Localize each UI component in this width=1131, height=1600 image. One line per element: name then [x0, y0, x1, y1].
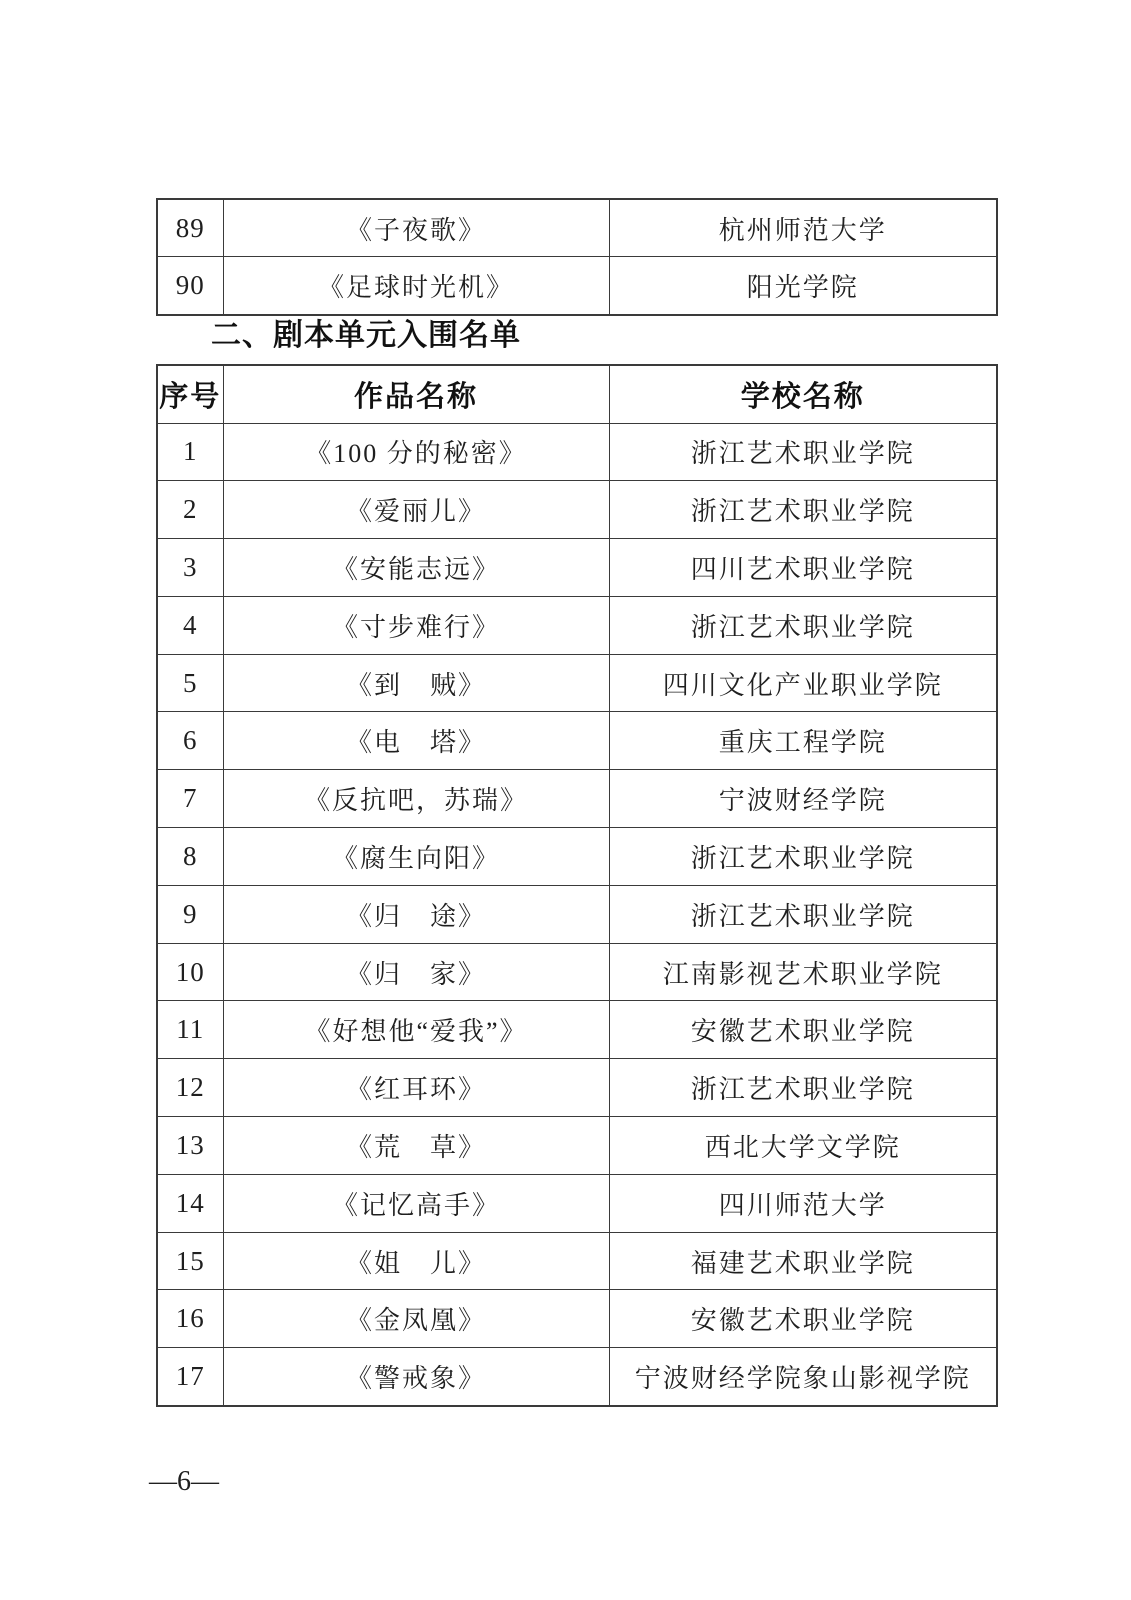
school-name-cell: 安徽艺术职业学院 — [609, 1290, 997, 1348]
row-number-cell: 11 — [157, 1001, 223, 1059]
row-number-cell: 89 — [157, 199, 223, 257]
shortlist-table-body — [157, 423, 997, 1406]
table-row — [157, 943, 997, 1001]
column-header-no: 序号 — [157, 365, 223, 423]
table-row — [157, 1348, 997, 1406]
continued-table-body — [157, 199, 997, 315]
row-number-cell: 1 — [157, 423, 223, 481]
work-title-cell: 《归 途》 — [223, 885, 609, 943]
table-row — [157, 596, 997, 654]
work-title-cell: 《记忆高手》 — [223, 1174, 609, 1232]
work-title-cell: 《姐 儿》 — [223, 1232, 609, 1290]
row-number-cell: 7 — [157, 770, 223, 828]
row-number-cell: 16 — [157, 1290, 223, 1348]
row-number-cell: 2 — [157, 481, 223, 539]
school-name-cell: 安徽艺术职业学院 — [609, 1001, 997, 1059]
school-name-cell: 浙江艺术职业学院 — [609, 481, 997, 539]
table-row — [157, 1059, 997, 1117]
school-name-cell: 福建艺术职业学院 — [609, 1232, 997, 1290]
work-title-cell: 《金凤凰》 — [223, 1290, 609, 1348]
work-title-cell: 《归 家》 — [223, 943, 609, 1001]
table-row — [157, 539, 997, 597]
column-header-school: 学校名称 — [609, 365, 997, 423]
school-name-cell: 宁波财经学院 — [609, 770, 997, 828]
row-number-cell: 9 — [157, 885, 223, 943]
school-name-cell: 四川文化产业职业学院 — [609, 654, 997, 712]
work-title-cell: 《寸步难行》 — [223, 596, 609, 654]
table-row — [157, 423, 997, 481]
work-title-cell: 《反抗吧，苏瑞》 — [223, 770, 609, 828]
work-title-cell: 《腐生向阳》 — [223, 828, 609, 886]
work-title-cell: 《荒 草》 — [223, 1117, 609, 1175]
row-number-cell: 15 — [157, 1232, 223, 1290]
school-name-cell: 浙江艺术职业学院 — [609, 1059, 997, 1117]
row-number-cell: 14 — [157, 1174, 223, 1232]
school-name-cell: 四川艺术职业学院 — [609, 539, 997, 597]
table-row — [157, 1117, 997, 1175]
school-name-cell: 阳光学院 — [609, 257, 997, 315]
table-row — [157, 770, 997, 828]
table-header-row — [157, 365, 997, 423]
table-row — [157, 1232, 997, 1290]
row-number-cell: 6 — [157, 712, 223, 770]
school-name-cell: 四川师范大学 — [609, 1174, 997, 1232]
work-title-cell: 《电 塔》 — [223, 712, 609, 770]
row-number-cell: 90 — [157, 257, 223, 315]
table-row — [157, 1290, 997, 1348]
school-name-cell: 江南影视艺术职业学院 — [609, 943, 997, 1001]
table-row — [157, 481, 997, 539]
row-number-cell: 4 — [157, 596, 223, 654]
work-title-cell: 《好想他“爱我”》 — [223, 1001, 609, 1059]
work-title-cell: 《100 分的秘密》 — [223, 423, 609, 481]
table-row — [157, 1174, 997, 1232]
work-title-cell: 《子夜歌》 — [223, 199, 609, 257]
school-name-cell: 浙江艺术职业学院 — [609, 596, 997, 654]
row-number-cell: 5 — [157, 654, 223, 712]
table-row — [157, 199, 997, 257]
work-title-cell: 《足球时光机》 — [223, 257, 609, 315]
school-name-cell: 重庆工程学院 — [609, 712, 997, 770]
row-number-cell: 17 — [157, 1348, 223, 1406]
row-number-cell: 8 — [157, 828, 223, 886]
table-row — [157, 712, 997, 770]
table-row — [157, 885, 997, 943]
school-name-cell: 杭州师范大学 — [609, 199, 997, 257]
section-heading: 二、剧本单元入围名单 — [211, 319, 521, 352]
column-header-title: 作品名称 — [223, 365, 609, 423]
work-title-cell: 《安能志远》 — [223, 539, 609, 597]
table-row — [157, 257, 997, 315]
shortlist-table — [156, 364, 998, 1407]
work-title-cell: 《警戒象》 — [223, 1348, 609, 1406]
school-name-cell: 浙江艺术职业学院 — [609, 423, 997, 481]
work-title-cell: 《到 贼》 — [223, 654, 609, 712]
page-number: —6— — [149, 1466, 219, 1497]
row-number-cell: 13 — [157, 1117, 223, 1175]
table-row — [157, 1001, 997, 1059]
school-name-cell: 宁波财经学院象山影视学院 — [609, 1348, 997, 1406]
table-row — [157, 828, 997, 886]
row-number-cell: 10 — [157, 943, 223, 1001]
table-row — [157, 654, 997, 712]
row-number-cell: 12 — [157, 1059, 223, 1117]
work-title-cell: 《红耳环》 — [223, 1059, 609, 1117]
school-name-cell: 浙江艺术职业学院 — [609, 885, 997, 943]
work-title-cell: 《爱丽儿》 — [223, 481, 609, 539]
school-name-cell: 浙江艺术职业学院 — [609, 828, 997, 886]
row-number-cell: 3 — [157, 539, 223, 597]
school-name-cell: 西北大学文学院 — [609, 1117, 997, 1175]
continued-entries-table — [156, 198, 998, 316]
